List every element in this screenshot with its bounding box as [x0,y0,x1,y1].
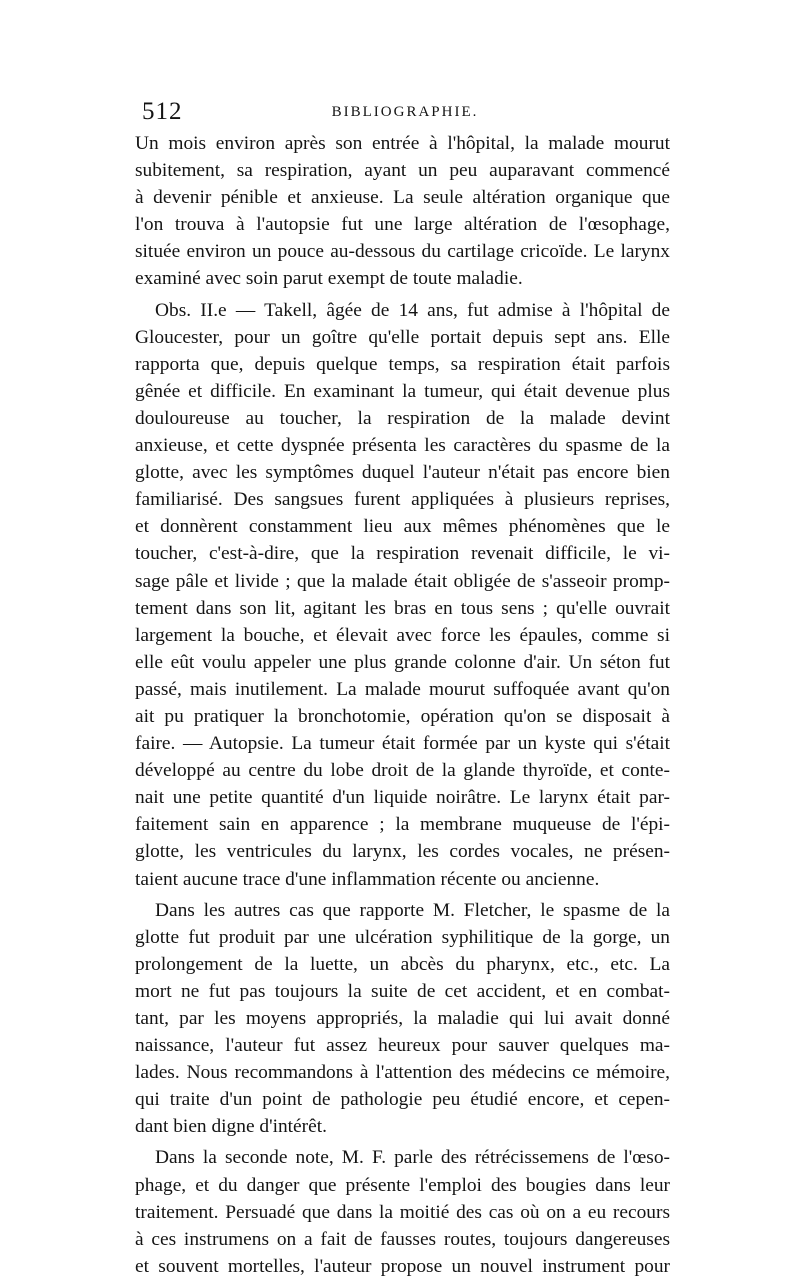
text-line: phage, et du danger que présente l'emploi des bougies dans leur [135,1174,670,1196]
text-line: Dans la seconde note, M. F. parle des rétrécissemens de l'œso- [155,1147,670,1169]
text-line: tement dans son lit, agitant les bras en tous sens ; qu'elle ouvrait [135,597,670,619]
text-line: elle eût voulu appeler une plus grande colonne d'air. Un séton fut [135,651,670,673]
text-line: développé au centre du lobe droit de la glande thyroïde, et conte- [135,760,670,782]
text-line: familiarisé. Des sangsues furent appliquées à plusieurs reprises, [135,489,670,511]
text-line: passé, mais inutilement. La malade mourut suffoquée avant qu'on [135,678,670,700]
text-line: nait une petite quantité d'un liquide noirâtre. Le larynx était par- [135,787,670,809]
paragraph [135,297,670,893]
text-line: gênée et difficile. En examinant la tumeur, qui était devenue plus [135,380,670,402]
text-line: anxieuse, et cette dyspnée présenta les caractères du spasme de la [135,435,670,457]
text-line: lades. Nous recommandons à l'attention des médecins ce mémoire, [135,1062,670,1084]
text-line: glotte fut produit par une ulcération syphilitique de la gorge, un [135,926,670,948]
text-line: à ces instrumens on a fait de fausses routes, toujours dangereuses [135,1228,670,1250]
text-line: et donnèrent constamment lieu aux mêmes phénomènes que le [135,516,670,538]
page-header [140,98,670,128]
text-line: rapporta que, depuis quelque temps, sa respiration était parfois [135,353,670,375]
text-line: toucher, c'est-à-dire, que la respiration revenait difficile, le vi- [135,543,670,565]
text-line: ait pu pratiquer la bronchotomie, opération qu'on se disposait à [135,705,670,727]
text-line: prolongement de la luette, un abcès du pharynx, etc., etc. La [135,953,670,975]
text-line: et souvent mortelles, l'auteur propose un nouvel instrument pour [135,1255,670,1277]
text-line: dant bien digne d'intérêt. [135,1116,327,1138]
text-line: douloureuse au toucher, la respiration de la malade devint [135,407,670,429]
text-line: Obs. II.e — Takell, âgée de 14 ans, fut admise à l'hôpital de [155,299,670,321]
body-text [135,130,670,1280]
text-line: largement la bouche, et élevait avec force les épaules, comme si [135,624,670,646]
text-line: examiné avec soin parut exempt de toute maladie. [135,268,523,290]
running-head: BIBLIOGRAPHIE. [331,104,479,120]
text-line: glotte, avec les symptômes duquel l'auteur n'était pas encore bien [135,462,670,484]
text-line: Gloucester, pour un goître qu'elle portait depuis sept ans. Elle [135,326,670,348]
text-line: sage pâle et livide ; que la malade était obligée de s'asseoir promp- [135,570,670,592]
text-line: naissance, l'auteur fut assez heureux pour sauver quelques ma- [135,1035,670,1057]
text-line: tant, par les moyens appropriés, la maladie qui lui avait donné [135,1008,670,1029]
text-line: mort ne fut pas toujours la suite de cet accident, et en combat- [135,980,670,1002]
page-number: 512 [142,98,183,125]
paragraph [135,1144,670,1279]
text-line: Dans les autres cas que rapporte M. Fletcher, le spasme de la [155,899,670,921]
text-line: traitement. Persuadé que dans la moitié des cas où on a eu recours [135,1201,670,1223]
text-line: Un mois environ après son entrée à l'hôpital, la malade mourut [135,133,670,154]
text-line: faire. — Autopsie. La tumeur était formée par un kyste qui s'était [135,733,670,755]
text-line: à devenir pénible et anxieuse. La seule altération organique que [135,187,670,209]
text-line: qui traite d'un point de pathologie peu étudié encore, et cepen- [135,1089,670,1111]
text-line: l'on trouva à l'autopsie fut une large altération de l'œsophage, [135,214,670,236]
paragraph [135,130,670,293]
text-line: taient aucune trace d'une inflammation récente ou ancienne. [135,868,600,890]
text-line: située environ un pouce au-dessous du cartilage cricoïde. Le larynx [135,241,670,263]
text-line: faitement sain en apparence ; la membrane muqueuse de l'épi- [135,814,670,836]
text-line: glotte, les ventricules du larynx, les cordes vocales, ne présen- [135,841,670,863]
text-line: subitement, sa respiration, ayant un peu auparavant commencé [135,160,670,182]
paragraph [135,897,670,1141]
